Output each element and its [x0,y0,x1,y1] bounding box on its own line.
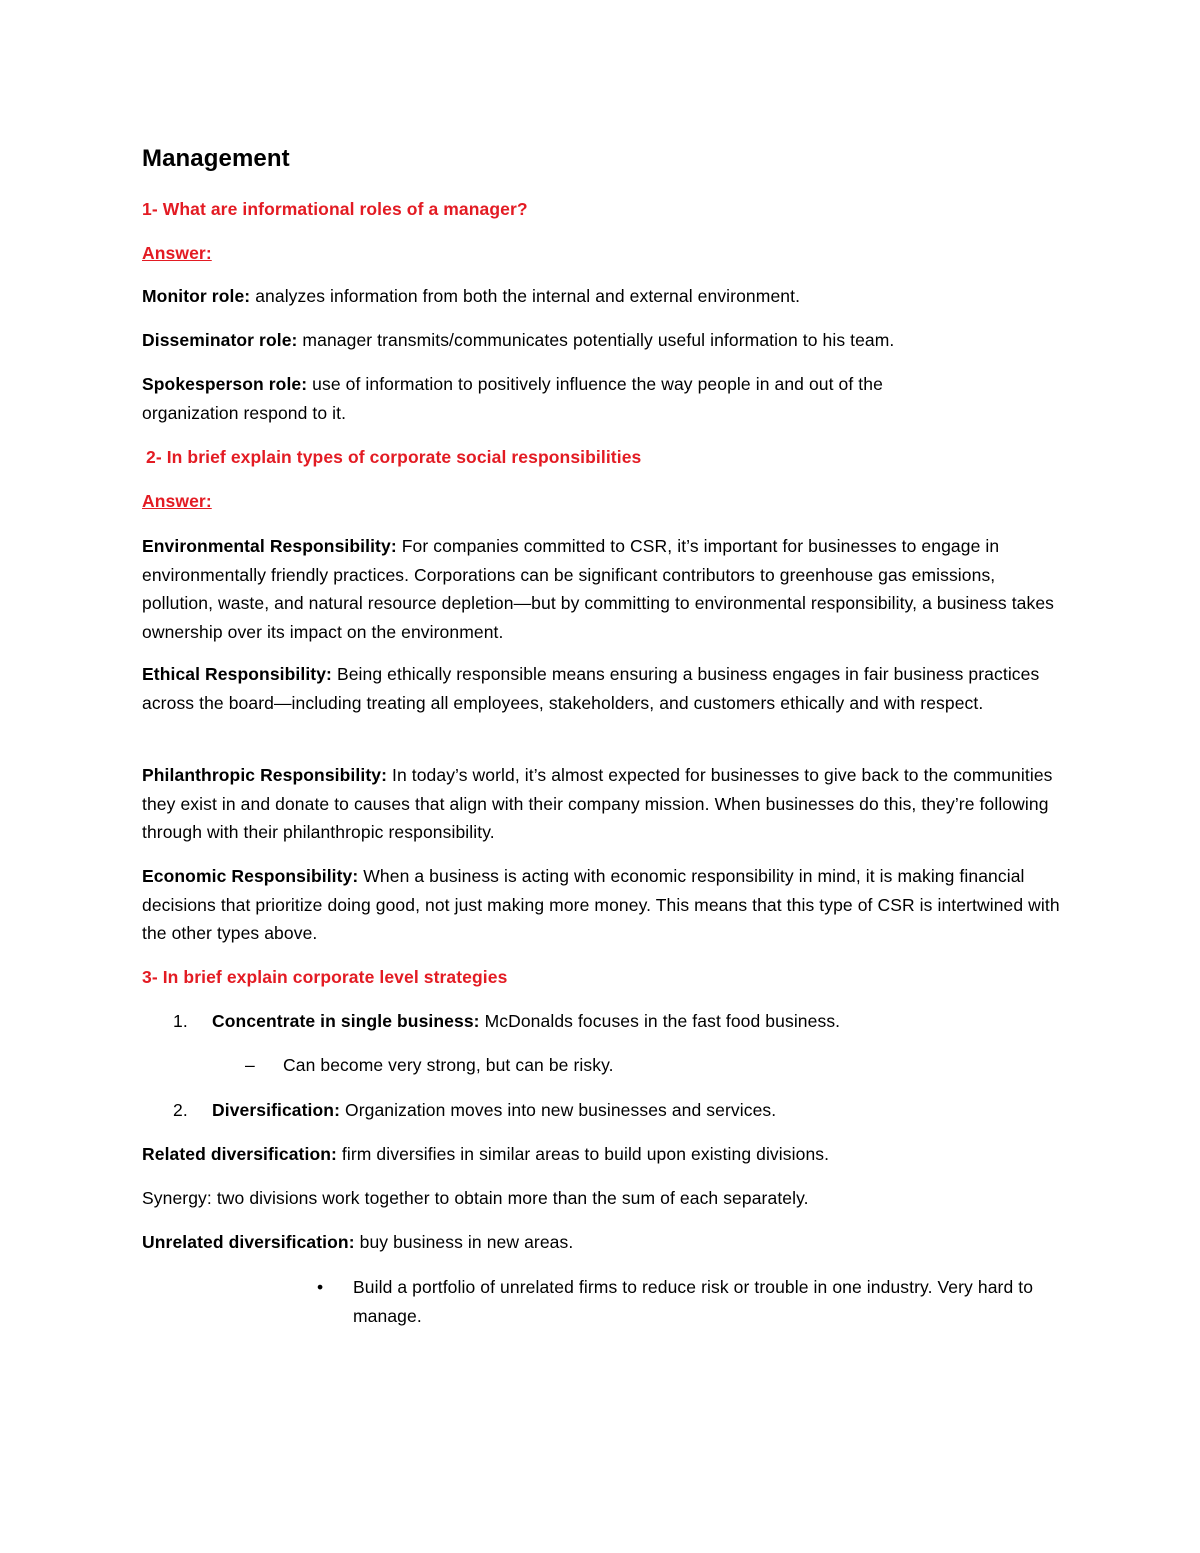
related-diversification-term: Related diversification: [142,1144,337,1164]
unrelated-diversification-text: buy business in new areas. [354,1232,574,1252]
disseminator-role-text: manager transmits/communicates potentially useful information to his team. [297,330,895,350]
concentrate-text: McDonalds focuses in the fast food business. [479,1011,841,1031]
economic-responsibility-paragraph [142,862,1062,948]
dash-marker: – [245,1055,255,1075]
spokesperson-role-term: Spokesperson role: [142,374,308,394]
spokesperson-role-text: use of information to positively influence the way people in and out of the organization respond to it. [142,374,883,423]
question-1: 1- What are informational roles of a manager? [142,199,528,219]
list-item-diversification [212,1096,1062,1125]
economic-responsibility-term: Economic Responsibility: [142,866,359,886]
list-number-1: 1. [173,1011,188,1031]
disseminator-role-paragraph [142,326,1062,355]
bullet-marker: • [317,1277,324,1297]
philanthropic-responsibility-term: Philanthropic Responsibility: [142,765,388,785]
answer-label-2: Answer: [142,491,212,511]
ethical-responsibility-paragraph [142,660,1062,717]
unrelated-diversification-term: Unrelated diversification: [142,1232,355,1252]
monitor-role-text: analyzes information from both the internal and external environment. [250,286,801,306]
ethical-responsibility-term: Ethical Responsibility: [142,664,332,684]
document-title: Management [142,145,290,172]
environmental-responsibility-text: For companies committed to CSR, it’s important for businesses to engage in environmentally friendly practices. Corporations can be significant contributors to greenhouse gas emissions, pollution, waste, and natural resource depletion—but by committing to environmental responsibility, a business takes ownership over its impact on the environment. [142,536,1055,642]
answer-label-1: Answer: [142,243,212,263]
sub-item-risk: Can become very strong, but can be risky. [283,1055,614,1075]
related-diversification-text: firm diversifies in similar areas to build upon existing divisions. [336,1144,830,1164]
bullet-item-portfolio: Build a portfolio of unrelated firms to reduce risk or trouble in one industry. Very hard to manage. [353,1277,1034,1326]
list-number-2: 2. [173,1100,188,1120]
diversification-text: Organization moves into new businesses and services. [340,1100,777,1120]
monitor-role-paragraph [142,282,1062,311]
question-3: 3- In brief explain corporate level strategies [142,967,508,987]
disseminator-role-term: Disseminator role: [142,330,298,350]
synergy-paragraph: Synergy: two divisions work together to obtain more than the sum of each separately. [142,1188,809,1208]
philanthropic-responsibility-paragraph [142,761,1062,847]
ethical-responsibility-text: Being ethically responsible means ensuring a business engages in fair business practices across the board—including treating all employees, stakeholders, and customers ethically and with respect. [142,664,1040,713]
monitor-role-term: Monitor role: [142,286,251,306]
spokesperson-role-paragraph [142,370,982,427]
unrelated-diversification-paragraph [142,1228,1062,1257]
list-item-concentrate [212,1007,1062,1036]
concentrate-term: Concentrate in single business: [212,1011,480,1031]
philanthropic-responsibility-text: In today’s world, it’s almost expected for businesses to give back to the communities they exist in and donate to causes that align with their company mission. When businesses do this, they’re following through with their philanthropic responsibility. [142,765,1053,842]
diversification-term: Diversification: [212,1100,341,1120]
economic-responsibility-text: When a business is acting with economic responsibility in mind, it is making financial decisions that prioritize doing good, not just making more money. This means that this type of CSR is intertwined with the other types above. [142,866,1060,943]
related-diversification-paragraph [142,1140,1062,1169]
environmental-responsibility-paragraph [142,532,1062,646]
question-2: 2- In brief explain types of corporate social responsibilities [146,447,642,467]
environmental-responsibility-term: Environmental Responsibility: [142,536,397,556]
